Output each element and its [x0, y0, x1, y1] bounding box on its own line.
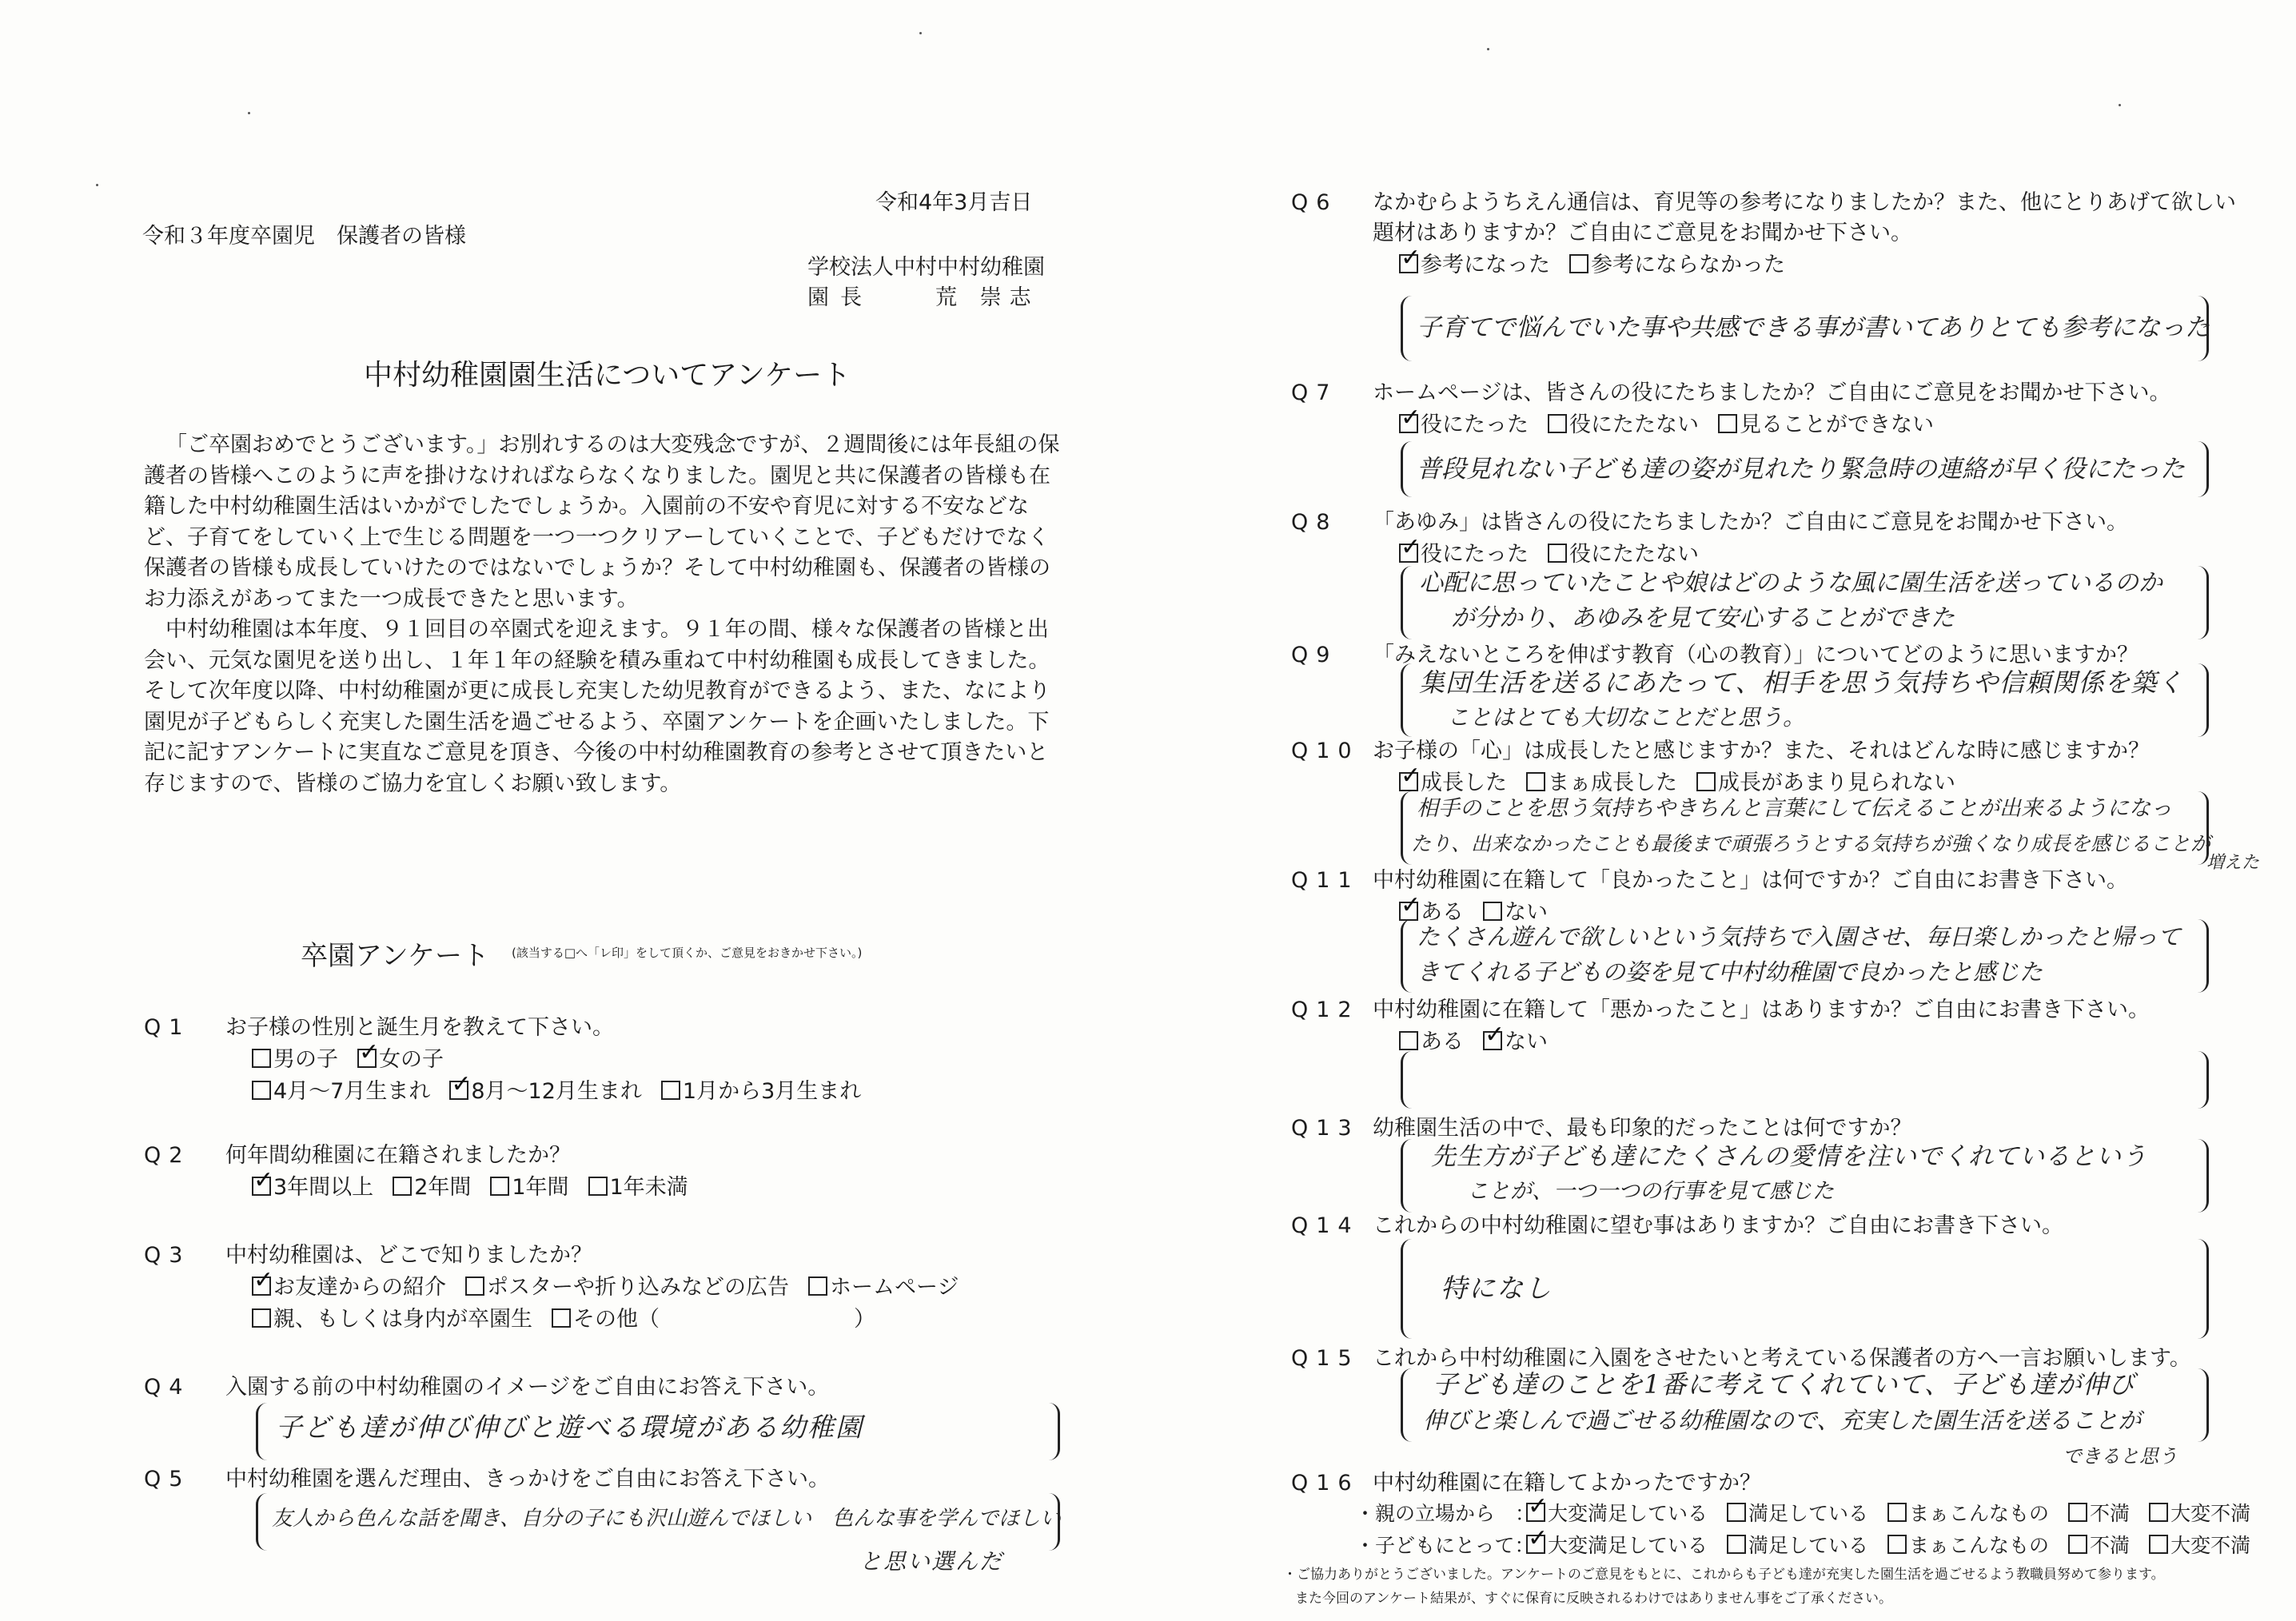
checkbox-label: 役にたたない [1569, 412, 1699, 437]
q1-text: お子様の性別と誕生月を教えて下さい。 [225, 1015, 614, 1040]
q9-answer-line1: 集団生活を送るにあたって、相手を思う気持ちや信頼関係を築く [1419, 667, 2184, 698]
checkbox-unchecked[interactable] [1526, 772, 1545, 791]
q8-options [1399, 540, 1718, 569]
q1-birth-month-options [252, 1077, 880, 1106]
q12-answer-box [1401, 1051, 2209, 1109]
checkbox-label: 8月～12月生まれ [471, 1079, 642, 1104]
q5-answer-line2: と思い選んだ [859, 1548, 1004, 1575]
q11-text: 中村幼稚園に在籍して「良かったこと」は何ですか？ご自由にお書き下さい。 [1373, 868, 2128, 893]
q3-options-row2 [252, 1305, 895, 1334]
checkbox-option[interactable] [252, 1305, 532, 1334]
checkbox-label: 大変不満 [2170, 1534, 2251, 1557]
q15-answer-line3: できると思う [2063, 1445, 2178, 1468]
checkbox-option[interactable] [2068, 1531, 2130, 1560]
checkbox-checked[interactable] [1399, 772, 1418, 791]
sender-organization: 学校法人中村中村幼稚園 [807, 255, 1045, 280]
checkbox-checked[interactable] [357, 1049, 377, 1068]
q11-number: Q11 [1291, 868, 1360, 893]
checkbox-unchecked[interactable] [1727, 1503, 1746, 1522]
checkbox-label: 満足している [1748, 1502, 1869, 1525]
checkbox-label: 参考にならなかった [1591, 253, 1785, 277]
q1-number: Q1 [144, 1015, 191, 1040]
checkbox-checked[interactable] [1526, 1503, 1545, 1522]
checkbox-checked[interactable] [449, 1081, 468, 1100]
checkbox-label: 3年間以上 [273, 1175, 374, 1200]
checkbox-label: 成長があまり見られない [1718, 771, 1955, 795]
q8-answer-line1: 心配に思っていたことや娘はどのような風に園生活を送っているのか [1419, 569, 2162, 597]
checkbox-option[interactable] [490, 1173, 568, 1202]
checkbox-unchecked[interactable] [1483, 902, 1502, 921]
checkbox-checked[interactable] [252, 1177, 271, 1196]
checkbox-option[interactable] [2149, 1531, 2250, 1560]
q9-text: 「みえないところを伸ばす教育（心の教育）」についてどのように思いますか？ [1373, 643, 2139, 667]
checkbox-option[interactable] [1569, 251, 1785, 280]
q12-number: Q12 [1291, 998, 1360, 1022]
q16-parent-options [1526, 1500, 2270, 1528]
checkbox-label: 不満 [2090, 1534, 2131, 1557]
checkbox-unchecked[interactable] [252, 1049, 271, 1068]
q3-text: 中村幼稚園は、どこで知りましたか？ [225, 1243, 592, 1268]
checkbox-checked[interactable] [252, 1276, 271, 1296]
q14-answer: 特になし [1441, 1273, 1553, 1304]
checkbox-unchecked[interactable] [393, 1177, 412, 1196]
checkbox-option[interactable] [1399, 251, 1550, 280]
checkbox-label: 1年未満 [609, 1175, 688, 1200]
sender-title: 園長 [807, 285, 873, 310]
q8-text: 「あゆみ」は皆さんの役にたちましたか？ご自由にご意見をお聞かせ下さい。 [1373, 510, 2128, 535]
intro-text [144, 430, 1063, 799]
q5-text: 中村幼稚園を選んだ理由、きっかけをご自由にお答え下さい。 [225, 1467, 830, 1492]
checkbox-label: 満足している [1748, 1534, 1869, 1557]
q16-parent-label: ・親の立場から ： [1355, 1502, 1536, 1525]
checkbox-label: 大変不満 [2170, 1502, 2251, 1525]
checkbox-unchecked[interactable] [1399, 1031, 1418, 1050]
checkbox-label: 大変満足している [1548, 1502, 1708, 1525]
checkbox-label: 1月から3月生まれ [682, 1079, 862, 1104]
q15-number: Q15 [1291, 1346, 1360, 1371]
checkbox-option[interactable] [252, 1045, 338, 1074]
checkbox-unchecked[interactable] [252, 1308, 271, 1328]
q1-gender-options [252, 1045, 463, 1074]
checkbox-option[interactable] [1887, 1500, 2049, 1528]
q15-text: これから中村幼稚園に入園をさせたいと考えている保護者の方へ一言お願いします。 [1373, 1346, 2191, 1371]
q2-text: 何年間幼稚園に在籍されましたか？ [225, 1143, 571, 1168]
checkbox-unchecked[interactable] [252, 1081, 271, 1100]
q11-answer-line2: きてくれる子どもの姿を見て中村幼稚園で良かったと感じた [1417, 958, 2043, 986]
checkbox-option[interactable] [1727, 1531, 1868, 1560]
checkbox-option[interactable] [1548, 411, 1699, 440]
q9-answer-line2: ことはとても大切なことだと思う。 [1447, 704, 1806, 731]
q2-number: Q2 [144, 1143, 191, 1168]
checkbox-unchecked[interactable] [1727, 1535, 1746, 1554]
checkbox-option[interactable] [1399, 540, 1529, 569]
checkbox-checked[interactable] [1399, 902, 1418, 921]
checkbox-option[interactable] [2149, 1500, 2250, 1528]
checkbox-label: 男の子 [273, 1047, 338, 1072]
q10-answer-line2: たり、出来なかったことも最後まで頑張ろうとする気持ちが強くなり成長を感じることが [1411, 832, 2211, 855]
q10-answer-line1: 相手のことを思う気持ちやきちんと言葉にして伝えることが出来るようになっ [1417, 796, 2172, 821]
checkbox-label: 見ることができない [1740, 412, 1934, 437]
scan-speck [96, 184, 98, 186]
q6-text-line2: 題材はありますか？ご自由にご意見をお聞かせ下さい。 [1373, 221, 1912, 245]
checkbox-unchecked[interactable] [552, 1308, 571, 1328]
q16-text: 中村幼稚園に在籍してよかったですか？ [1373, 1471, 1761, 1496]
q13-text: 幼稚園生活の中で、最も印象的だったことは何ですか？ [1373, 1116, 1912, 1141]
checkbox-option[interactable] [357, 1045, 444, 1074]
checkbox-option[interactable] [449, 1077, 642, 1106]
checkbox-label: 2年間 [414, 1175, 472, 1200]
checkbox-option[interactable] [465, 1273, 789, 1302]
checkbox-option[interactable] [1548, 540, 1699, 569]
checkbox-checked[interactable] [1399, 254, 1418, 273]
q13-answer-line2: ことが、一つ一つの行事を見て感じた [1467, 1179, 1834, 1204]
checkbox-label: 大変満足している [1548, 1534, 1708, 1557]
q5-answer-line1: 友人から色んな話を聞き、自分の子にも沢山遊んでほしい 色んな事を学んでほしい [272, 1507, 1061, 1531]
checkbox-unchecked[interactable] [2149, 1535, 2168, 1554]
checkbox-checked[interactable] [1483, 1031, 1502, 1050]
checkbox-label: 親、もしくは身内が卒園生 [273, 1307, 532, 1332]
checkbox-label: 参考になった [1421, 253, 1550, 277]
q16-child-options [1526, 1531, 2270, 1560]
checkbox-label: ある [1421, 1030, 1464, 1054]
scan-speck [1487, 48, 1489, 50]
checkbox-label: 不満 [2090, 1502, 2131, 1525]
checkbox-label: 役にたった [1421, 412, 1529, 437]
q7-text: ホームページは、皆さんの役にたちましたか？ご自由にご意見をお聞かせ下さい。 [1373, 380, 2171, 405]
checkbox-option[interactable] [552, 1305, 875, 1334]
checkbox-unchecked[interactable] [465, 1276, 484, 1296]
q13-number: Q13 [1291, 1116, 1360, 1141]
addressee: 令和３年度卒園児 保護者の皆様 [142, 224, 466, 249]
q16-number: Q16 [1291, 1471, 1360, 1496]
intro-paragraph: 中村幼稚園は本年度、９１回目の卒園式を迎えます。９１年の間、様々な保護者の皆様と出会い、元気な園児を送り出し、１年１年の経験を積み重ねて中村幼稚園も成長してきました。そして次年度以降、中村幼稚園が更に成長し充実した幼児教育ができるよう、また、なにより園児が子どもらしく充実した園生活を過ごせるよう、卒園アンケートを企画いたしました。下記に記すアンケートに実直なご意見を頂き、今後の中村幼稚園教育の参考とさせて頂きたいと存じますので、皆様のご協力を宜しくお願い致します。 [144, 617, 1050, 796]
checkbox-label: まぁこんなもの [1909, 1502, 2050, 1525]
checkbox-option[interactable] [1526, 1531, 1708, 1560]
sender-name: 荒 崇志 [935, 285, 1039, 310]
q6-number: Q6 [1291, 190, 1338, 215]
q6-text-line1: なかむらようちえん通信は、育児等の参考になりましたか？また、他にとりあげて欲しい [1373, 190, 2236, 215]
intro-paragraph: 「ご卒園おめでとうございます。」お別れするのは大変残念ですが、２週間後には年長組の保護者の皆様へこのように声を掛けなければならなくなりました。園児と共に保護者の皆様も在籍した中村幼稚園生活はいかがでしたでしょうか。入園前の不安や育児に対する不安などなど、子育てをしていく上で生じる問題を一つ一つクリアーしていくことで、子どもだけでなく保護者の皆様も成長していけたのではないでしょうか？そして中村幼稚園も、保護者の皆様のお力添えがあってまた一つ成長できたと思います。 [144, 432, 1060, 611]
q4-text: 入園する前の中村幼稚園のイメージをご自由にお答え下さい。 [225, 1375, 830, 1400]
checkbox-checked[interactable] [1399, 414, 1418, 433]
checkbox-option[interactable] [1526, 1500, 1708, 1528]
checkbox-unchecked[interactable] [588, 1177, 608, 1196]
q7-options [1399, 411, 1953, 440]
q16-child-label: ・子どもにとって： [1355, 1534, 1535, 1557]
q9-number: Q9 [1291, 643, 1338, 667]
q4-answer: 子ども達が伸び伸びと遊べる環境がある幼稚園 [276, 1412, 863, 1443]
survey-heading: 卒園アンケート [301, 940, 489, 972]
scan-speck [248, 112, 250, 114]
q8-answer-line2: が分かり、あゆみを見て安心することができた [1451, 604, 1955, 632]
checkbox-option[interactable] [588, 1173, 688, 1202]
q13-answer-line1: 先生方が子ども達にたくさんの愛情を注いでくれているという [1431, 1142, 2147, 1171]
q6-answer: 子育てで悩んでいた事や共感できる事が書いてありとても参考になった [1417, 313, 2210, 342]
checkbox-label: 役にたった [1421, 542, 1529, 567]
checkbox-label: 成長した [1421, 771, 1507, 795]
checkbox-label: 女の子 [379, 1047, 444, 1072]
issue-date: 令和4年3月吉日 [875, 190, 1033, 215]
q10-answer-line3: 増えた [2206, 853, 2260, 873]
q3-options-row1 [252, 1273, 978, 1302]
checkbox-unchecked[interactable] [2149, 1503, 2168, 1522]
checkbox-unchecked[interactable] [1548, 544, 1567, 563]
checkbox-unchecked[interactable] [1887, 1535, 1907, 1554]
q14-number: Q14 [1291, 1213, 1360, 1238]
checkbox-label: ある [1421, 900, 1464, 925]
checkbox-unchecked[interactable] [661, 1081, 680, 1100]
checkbox-option[interactable] [661, 1077, 861, 1106]
checkbox-option[interactable] [808, 1273, 959, 1302]
q7-answer: 普段見れない子ども達の姿が見れたり緊急時の連絡が早く役にたった [1417, 455, 2185, 484]
q15-answer-line2: 伸びと楽しんで過ごせる幼稚園なので、充実した園生活を送ることが [1423, 1407, 2142, 1434]
survey-note: (該当する□へ「レ印」をして頂くか、ご意見をおきかせ下さい。) [512, 946, 863, 960]
checkbox-option[interactable] [252, 1077, 430, 1106]
checkbox-option[interactable] [2068, 1500, 2130, 1528]
checkbox-label: ない [1505, 900, 1548, 925]
checkbox-unchecked[interactable] [1548, 414, 1567, 433]
checkbox-label: 4月～7月生まれ [273, 1079, 431, 1104]
checkbox-unchecked[interactable] [1569, 254, 1588, 273]
checkbox-label: まぁ成長した [1548, 771, 1677, 795]
checkbox-option[interactable] [1887, 1531, 2049, 1560]
checkbox-checked[interactable] [1399, 544, 1418, 563]
q10-number: Q10 [1291, 739, 1360, 763]
checkbox-option[interactable] [1727, 1500, 1868, 1528]
scan-speck [919, 32, 922, 34]
checkbox-label: その他（ ） [573, 1307, 875, 1332]
q7-number: Q7 [1291, 380, 1338, 405]
checkbox-option[interactable] [393, 1173, 471, 1202]
q2-options [252, 1173, 708, 1202]
q6-options [1399, 251, 1804, 280]
checkbox-checked[interactable] [1526, 1535, 1545, 1554]
q4-number: Q4 [144, 1375, 191, 1400]
checkbox-label: ない [1505, 1030, 1548, 1054]
q5-number: Q5 [144, 1467, 191, 1492]
checkbox-unchecked[interactable] [2068, 1503, 2087, 1522]
checkbox-unchecked[interactable] [490, 1177, 509, 1196]
checkbox-unchecked[interactable] [2068, 1535, 2087, 1554]
checkbox-label: 1年間 [512, 1175, 569, 1200]
q12-text: 中村幼稚園に在籍して「悪かったこと」はありますか？ご自由にお書き下さい。 [1373, 998, 2150, 1022]
q10-text: お子様の「心」は成長したと感じますか？また、それはどんな時に感じますか？ [1373, 739, 2150, 763]
checkbox-unchecked[interactable] [808, 1276, 827, 1296]
scan-speck [2119, 104, 2121, 106]
checkbox-unchecked[interactable] [1718, 414, 1737, 433]
checkbox-option[interactable] [252, 1273, 446, 1302]
checkbox-option[interactable] [1399, 411, 1529, 440]
checkbox-label: 役にたたない [1569, 542, 1699, 567]
q14-text: これからの中村幼稚園に望む事はありますか？ご自由にお書き下さい。 [1373, 1213, 2063, 1238]
q8-number: Q8 [1291, 510, 1338, 535]
q11-answer-line1: たくさん遊んで欲しいという気持ちで入園させ、毎日楽しかったと帰って [1417, 923, 2181, 950]
footer-line2: また今回のアンケート結果が、すぐに保育に反映されるわけではありません事をご了承ください。 [1295, 1591, 1892, 1607]
checkbox-label: ホームページ [830, 1275, 959, 1300]
q15-answer-line1: 子ども達のことを1番に考えてくれていて、子ども達が伸び [1433, 1369, 2135, 1400]
checkbox-option[interactable] [1718, 411, 1934, 440]
checkbox-label: ポスターや折り込みなどの広告 [487, 1275, 789, 1300]
q3-number: Q3 [144, 1243, 191, 1268]
checkbox-unchecked[interactable] [1887, 1503, 1907, 1522]
footer-line1: ・ご協力ありがとうございました。アンケートのご意見をもとに、これからも子ども達が充実した園生活を過ごせるよう教職員努めて参ります。 [1283, 1567, 2165, 1583]
survey-title: 中村幼稚園園生活についてアンケート [364, 359, 851, 392]
checkbox-label: まぁこんなもの [1909, 1534, 2050, 1557]
checkbox-option[interactable] [252, 1173, 373, 1202]
checkbox-label: お友達からの紹介 [273, 1275, 446, 1300]
right-questions [1291, 189, 2274, 1563]
checkbox-unchecked[interactable] [1696, 772, 1716, 791]
